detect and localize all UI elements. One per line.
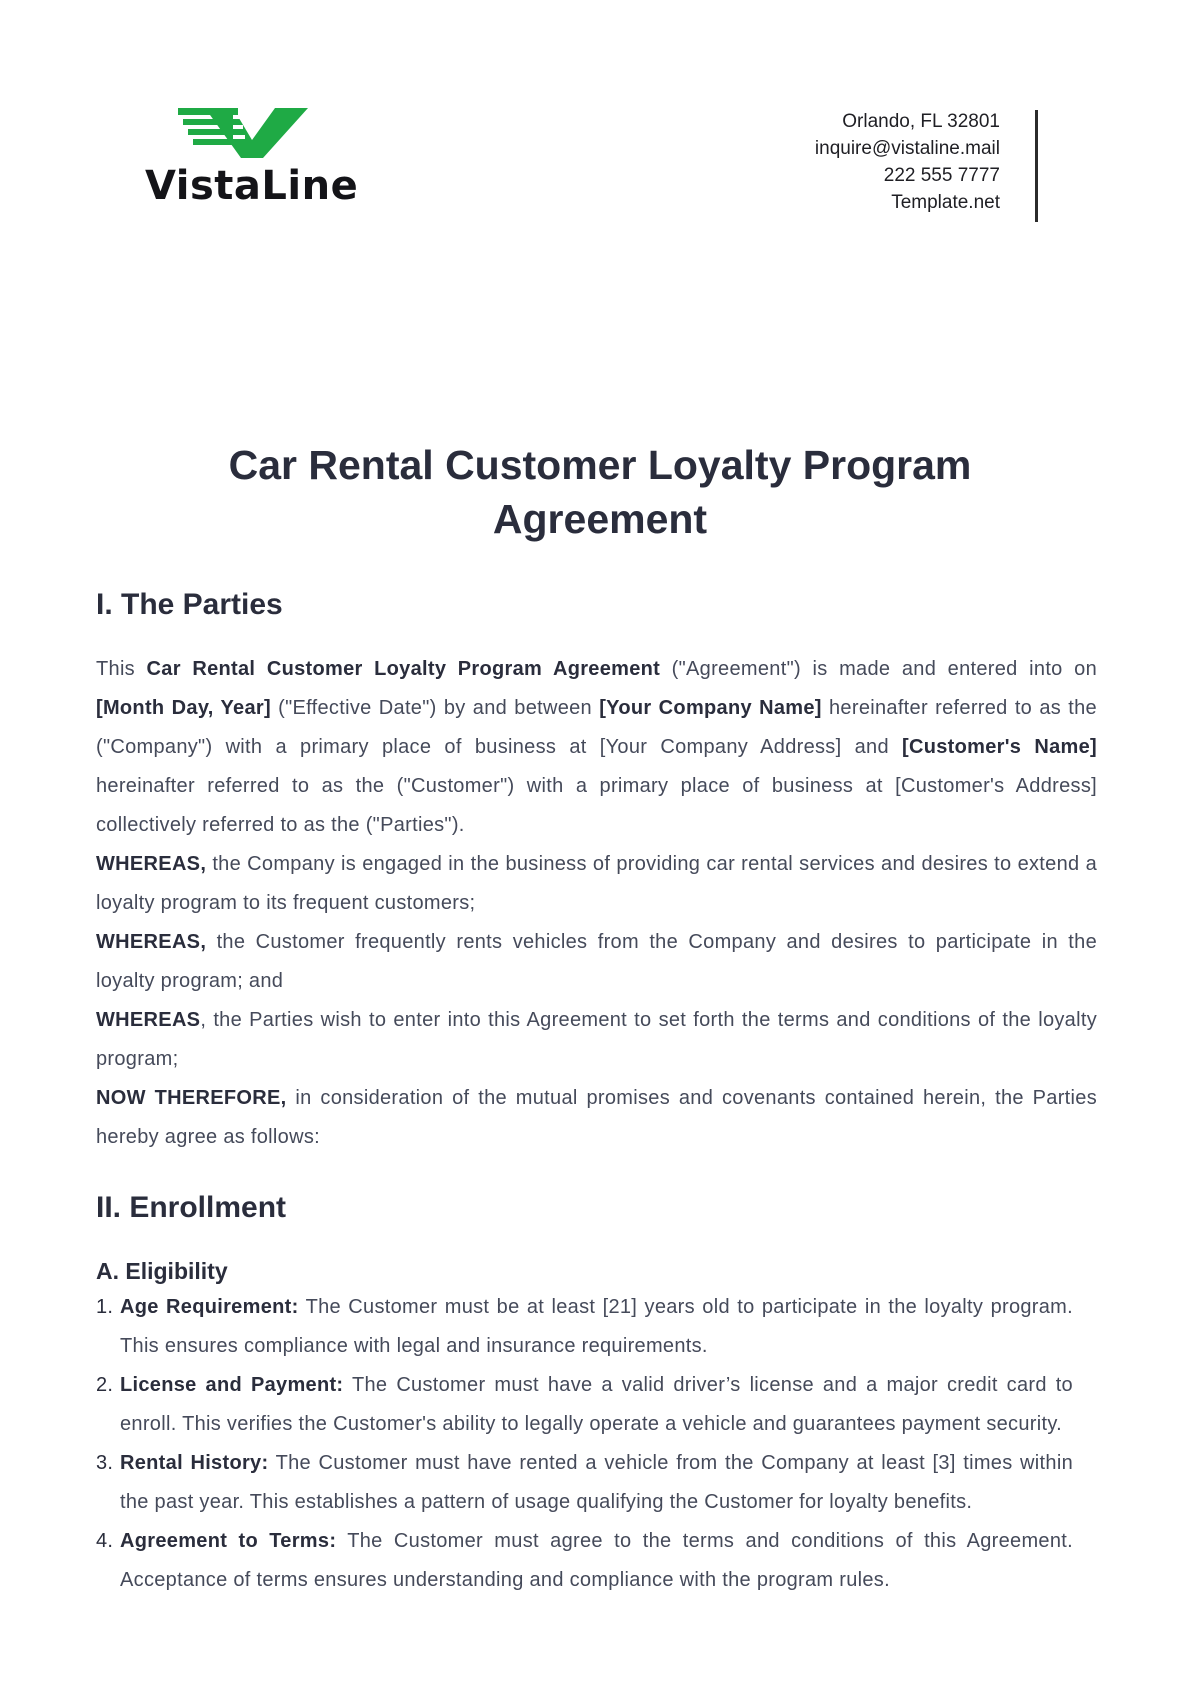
contact-info: [815, 108, 1000, 216]
vistaline-logo-icon: [145, 108, 325, 158]
section-heading: II. Enrollment: [96, 1191, 287, 1224]
contact-address: Orlando, FL 32801: [842, 111, 1000, 132]
brand-name: VistaLine: [145, 163, 359, 209]
contact-phone: 222 555 7777: [883, 165, 1000, 186]
now-therefore-clause: NOW THEREFORE, in consideration of the mutual promises and covenants contained herein, the Parties hereby agree as follows:: [96, 1087, 1097, 1148]
whereas-clause-1: WHEREAS, the Company is engaged in the business of providing car rental services and desires to extend a loyalty program to its frequent customers;: [96, 853, 1097, 914]
list-item: 4. Agreement to Terms: The Customer must agree to the terms and conditions of this Agreement. Acceptance of terms ensures understanding and compliance with the program rules.: [96, 1530, 1073, 1591]
eligibility-list: [96, 1288, 1097, 1600]
whereas-clause-2: WHEREAS, the Customer frequently rents vehicles from the Company and desires to participate in the loyalty program; and: [96, 931, 1097, 992]
whereas-clause-3: WHEREAS, the Parties wish to enter into this Agreement to set forth the terms and conditions of the loyalty program;: [96, 1009, 1097, 1070]
company-logo: [145, 108, 365, 210]
section-parties: [96, 585, 1097, 1157]
list-item: 3. Rental History: The Customer must have rented a vehicle from the Company at least [3] times within the past year. This establishes a pattern of usage qualifying the Customer for loyalty benefits.: [96, 1452, 1073, 1513]
contact-email: inquire@vistaline.mail: [814, 138, 1000, 159]
document-title: Car Rental Customer Loyalty Program Agreement: [228, 442, 972, 542]
contact-divider: [1035, 110, 1038, 222]
section-enrollment: [96, 1188, 1097, 1600]
section-heading: I. The Parties: [96, 588, 283, 621]
list-item: 2. License and Payment: The Customer must have a valid driver’s license and a major credit card to enroll. This verifies the Customer's ability to legally operate a vehicle and guarantees payment security.: [96, 1374, 1073, 1435]
list-item: 1. Age Requirement: The Customer must be at least [21] years old to participate in the loyalty program. This ensures compliance with legal and insurance requirements.: [96, 1296, 1073, 1357]
parties-paragraph: This Car Rental Customer Loyalty Program Agreement ("Agreement") is made and entered into on [Month Day, Year] ("Effective Date") by and between [Your Company Name] hereinafter referred to as the ("Company") with a primary place of business at [Your Company Address] and [Customer's Name] hereinafter referred to as the ("Customer") with a primary place of business at [Customer's Address] collectively referred to as the ("Parties").: [96, 658, 1098, 836]
contact-website: Template.net: [891, 192, 1000, 213]
subsection-heading: A. Eligibility: [96, 1258, 228, 1284]
